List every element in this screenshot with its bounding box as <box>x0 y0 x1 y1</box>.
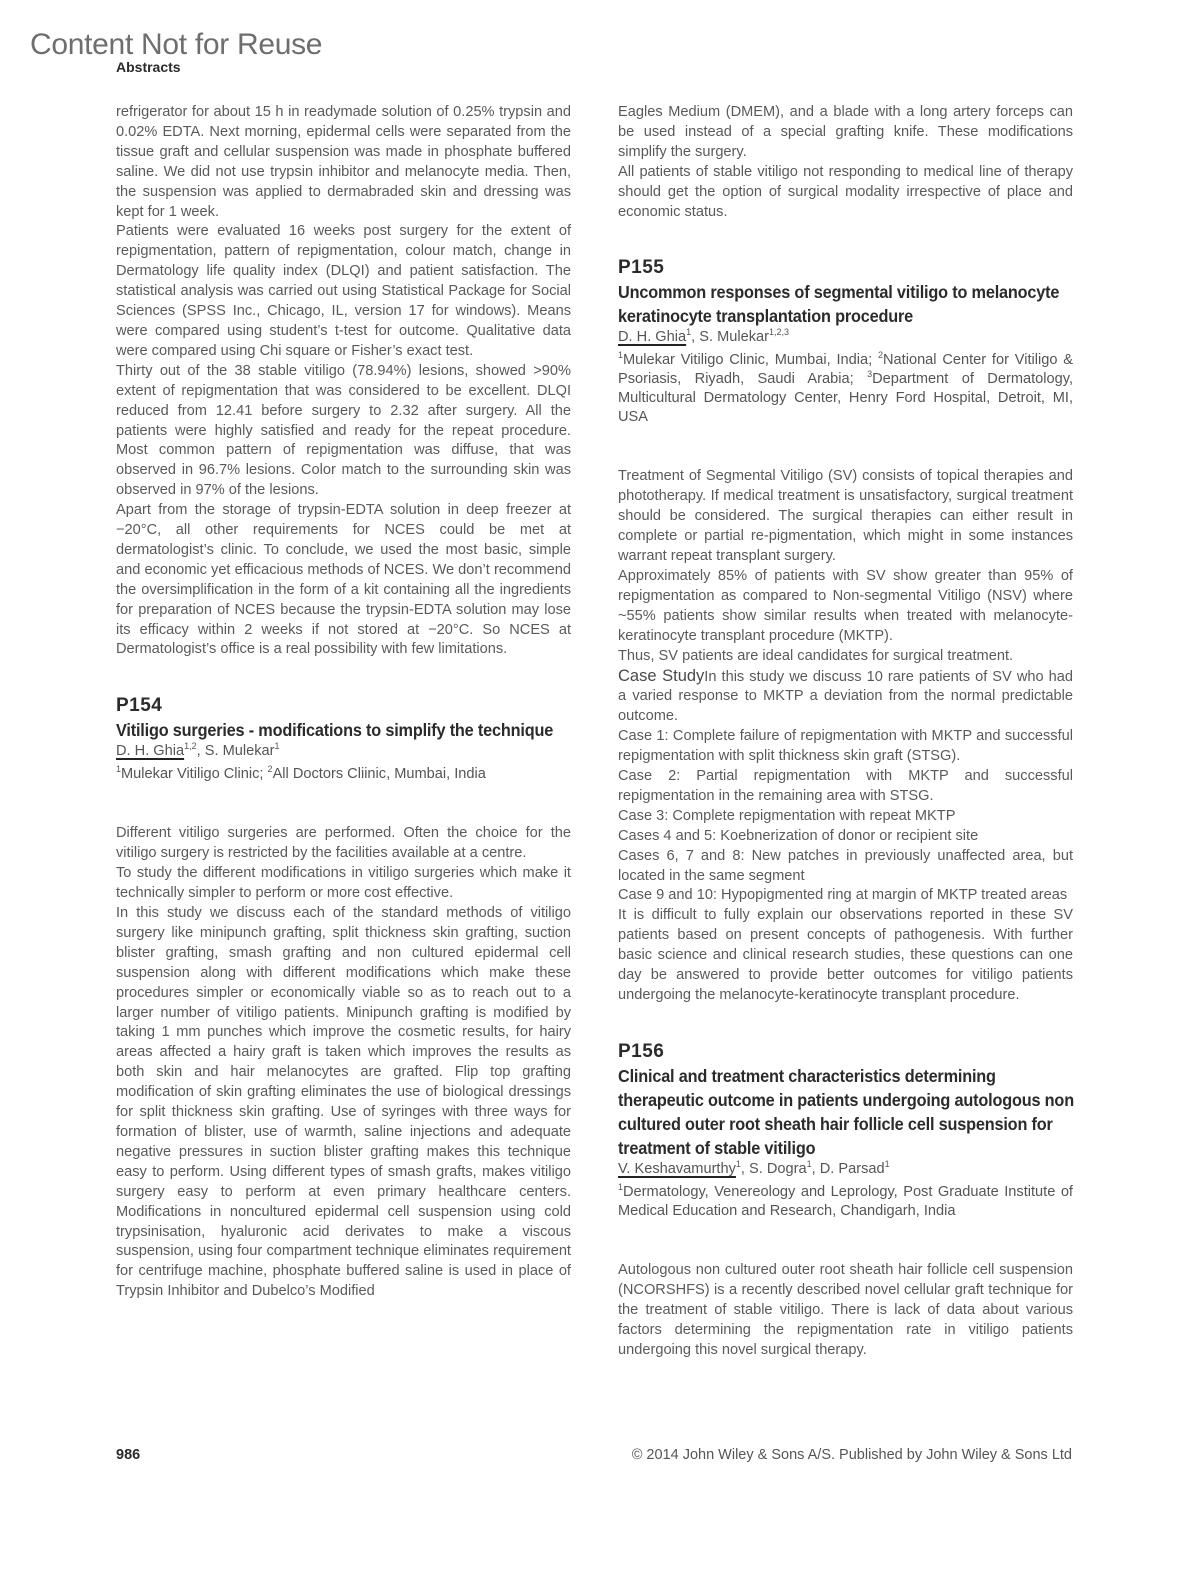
abstract-p154 <box>116 694 571 1302</box>
body-paragraph: All patients of stable vitiligo not responding to medical line of therapy should get the option of surgical modality irrespective of place and economic status. <box>618 163 1073 220</box>
author-list <box>618 1160 1073 1179</box>
abstract-title: Clinical and treatment characteristics determining therapeutic outcome in patients undergoing autologous non cultured outer root sheath hair follicle cell suspension for treatment of stable vitiligo <box>618 1065 1074 1158</box>
coauthors: , D. Parsad <box>811 1160 885 1177</box>
affiliation: Mulekar Vitiligo Clinic, Mumbai, India; <box>623 352 878 369</box>
case-study-paragraph <box>618 667 1073 728</box>
right-column <box>618 103 1073 1360</box>
abstract-id: P155 <box>618 257 665 279</box>
body-paragraph: Approximately 85% of patients with SV show greater than 95% of repigmentation as compared to Non-segmental Vitiligo (NSV) where ~55% patients show similar results when treated with melanocyte-keratinocyte transplant procedure (MKTP). <box>618 567 1073 644</box>
affiliation-sup: 1 <box>116 764 122 775</box>
body-paragraph: Autologous non cultured outer root sheath hair follicle cell suspension (NCORSHFS) is a recently described novel cellular graft technique for the treatment of stable vitiligo. There is lack of data about various factors determining the repigmentation rate in vitiligo patients undergoing this novel surgical therapy. <box>618 1261 1073 1358</box>
affiliation-sup: 3 <box>867 369 873 380</box>
watermark: Content Not for Reuse <box>30 28 323 61</box>
affiliation-sup: 2 <box>267 764 273 775</box>
affiliations <box>116 765 571 784</box>
presenting-author: V. Keshavamurthy <box>618 1160 736 1177</box>
body-paragraph: Different vitiligo surgeries are performed. Often the choice for the vitiligo surgery is restricted by the facilities available at a centre. <box>116 825 571 862</box>
affiliation: Dermatology, Venereology and Leprology, Post Graduate Institute of Medical Education and Research, Chandigarh, India <box>618 1183 1073 1219</box>
case-item: Case 3: Complete repigmentation with repeat MKTP <box>618 807 956 824</box>
affiliations <box>618 351 1073 427</box>
body-paragraph: To study the different modifications in vitiligo surgeries which make it technically simpler to perform or more cost effective. <box>116 865 571 902</box>
case-item: Cases 6, 7 and 8: New patches in previously unaffected area, but located in the same segment <box>618 847 1073 884</box>
case-item: Case 1: Complete failure of repigmentation with MKTP and successful repigmentation with split thickness skin graft (STSG). <box>618 728 1073 765</box>
left-column <box>116 103 571 1302</box>
body-paragraph: refrigerator for about 15 h in readymade solution of 0.25% trypsin and 0.02% EDTA. Next morning, epidermal cells were separated from the tissue graft and cellular suspension was made in phosphate buffered saline. We did not use trypsin inhibitor and melanocyte media. Then, the suspension was applied to dermabraded skin and dressing was kept for 1 week. <box>116 104 571 220</box>
copyright-notice: © 2014 John Wiley & Sons A/S. Published by John Wiley & Sons Ltd <box>631 1447 1072 1463</box>
author-sup: 1,2,3 <box>769 327 790 338</box>
author-sup: 1 <box>735 1159 741 1170</box>
affiliation-sup: 2 <box>877 350 883 361</box>
abstract-p155 <box>618 256 1073 1005</box>
coauthors: , S. Dogra <box>740 1160 807 1177</box>
presenting-author: D. H. Ghia <box>618 329 687 346</box>
case-study-text: In this study we discuss 10 rare patients of SV who had a varied response to MKTP a deviation from the normal predictable outcome. <box>618 668 1073 725</box>
case-item: Case 2: Partial repigmentation with MKTP and successful repigmentation in the remaining area with STSG. <box>618 768 1073 804</box>
author-sup: 1 <box>274 741 280 752</box>
author-list <box>618 328 1073 347</box>
presenting-author: D. H. Ghia <box>116 743 185 760</box>
abstract-title: Uncommon responses of segmental vitiligo to melanocyte keratinocyte transplantation procedure <box>618 282 1060 327</box>
affiliation: Department of Dermatology, Multicultural Dermatology Center, Henry Ford Hospital, Detroit, MI, USA <box>618 371 1073 426</box>
abstract-title: Vitiligo surgeries - modifications to simplify the technique <box>116 720 554 741</box>
affiliation-sup: 1 <box>618 350 624 361</box>
author-sup: 1 <box>686 327 692 338</box>
coauthors: , S. Mulekar <box>196 743 275 760</box>
author-sup: 1,2 <box>184 741 197 752</box>
body-paragraph: Thirty out of the 38 stable vitiligo (78.94%) lesions, showed >90% extent of repigmentation that was considered to be excellent. DLQI reduced from 12.41 before surgery to 2.32 after surgery. All the patients were highly satisfied and ready for the repeat procedure. Most common pattern of repigmentation was diffuse, that was observed in 96.7% lesions. Color match to the surrounding skin was observed in 97% of the lesions. <box>116 362 571 499</box>
abstract-id: P154 <box>116 695 163 717</box>
coauthors: , S. Mulekar <box>691 329 769 346</box>
author-sup: 1 <box>806 1159 812 1170</box>
running-head: Abstracts <box>116 59 181 75</box>
body-paragraph: In this study we discuss each of the standard methods of vitiligo surgery like minipunch grafting, split thickness skin grafting, suction blister grafting, smash grafting and non cultured epidermal cell suspension along with different modifications which make these procedures simpler or economically viable so as to reach out to a larger number of vitiligo patients. Minipunch grafting is modified by taking 1 mm punches which improve the cosmetic results, for hairy areas affected a hairy graft is taken which improves the results as both skin and hair melanocytes are grafted. Flip top grafting modification of skin grafting eliminates the use of biological dressings for split thickness skin grafting. Use of syringes with three ways for formation of blister, use of warmth, saline injections and adequate negative pressures in suction blister grafting makes this technique easy to perform. Using different types of smash grafts, makes vitiligo surgery easy to perform at even primary healthcare centers. Modifications in noncultured epidermal cell suspension using cold trypsinisation, hyaluronic acid derivates to make a viscous suspension, using four compartment technique eliminates requirement for centrifuge machine, phosphate buffered saline is used in place of Trypsin Inhibitor and Dubelco’s Modified <box>116 905 571 1300</box>
affiliation: National Center for Vitiligo & Psoriasis, Riyadh, Saudi Arabia; <box>618 352 1073 388</box>
affiliations <box>618 1183 1073 1221</box>
case-item: Case 9 and 10: Hypopigmented ring at margin of MKTP treated areas <box>618 887 1068 904</box>
page-number: 986 <box>116 1447 141 1463</box>
abstract-p156 <box>618 1040 1073 1361</box>
body-paragraph: It is difficult to fully explain our observations reported in these SV patients based on present concepts of pathogenesis. With further basic science and clinical research studies, these questions can one day be answered to provide better outcomes for vitiligo patients undergoing the melanocyte-keratinocyte transplant procedure. <box>618 907 1073 1003</box>
affiliation: All Doctors Cliinic, Mumbai, India <box>272 766 486 783</box>
affiliation-sup: 1 <box>618 1182 624 1193</box>
body-paragraph: Apart from the storage of trypsin-EDTA solution in deep freezer at −20°C, all other requirements for NCES could be met at dermatologist’s clinic. To conclude, we used the most basic, simple and economic yet efficacious methods of NCES. We don’t recommend the oversimplification in the form of a kit containing all the ingredients for preparation of NCES because the trypsin-EDTA solution may lose its efficacy within 2 weeks if not stored at −20°C. So NCES at Dermatologist’s office is a real possibility with few limitations. <box>116 502 571 658</box>
author-sup: 1 <box>884 1159 890 1170</box>
case-item: Cases 4 and 5: Koebnerization of donor or recipient site <box>618 827 979 844</box>
body-paragraph: Treatment of Segmental Vitiligo (SV) consists of topical therapies and phototherapy. If medical treatment is unsatisfactory, surgical treatment should be considered. The surgical therapies can either result in complete or partial re-pigmentation, which might in some instances warrant repeat transplant surgery. <box>618 468 1073 565</box>
body-paragraph: Eagles Medium (DMEM), and a blade with a long artery forceps can be used instead of a special grafting knife. These modifications simplify the surgery. <box>618 104 1073 160</box>
affiliation: Mulekar Vitiligo Clinic; <box>121 766 268 783</box>
body-paragraph: Thus, SV patients are ideal candidates for surgical treatment. <box>618 647 1014 664</box>
abstract-id: P156 <box>618 1040 665 1062</box>
body-paragraph: Patients were evaluated 16 weeks post surgery for the extent of repigmentation, pattern of repigmentation, colour match, change in Dermatology life quality index (DLQI) and patient satisfaction. The statistical analysis was carried out using Statistical Package for Social Sciences (SPSS Inc., Chicago, IL, version 17 for windows). Means were compared using student’s t-test for outcome. Qualitative data were compared using Chi square or Fisher’s exact test. <box>116 223 571 359</box>
author-list <box>116 742 571 761</box>
case-study-label: Case Study <box>618 666 705 685</box>
